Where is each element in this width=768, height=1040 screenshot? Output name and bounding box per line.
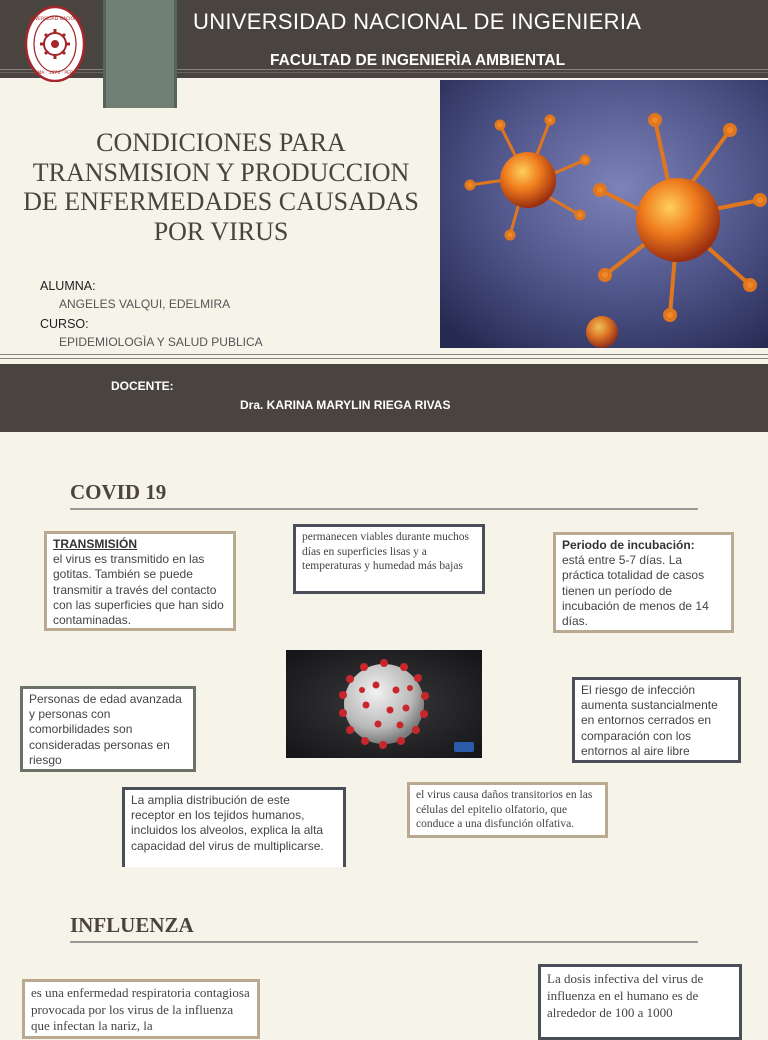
section-divider — [0, 358, 768, 359]
title-line: CONDICIONES PARA — [96, 128, 346, 157]
transmission-card — [44, 531, 236, 631]
title-line: DE ENFERMEDADES CAUSADAS — [23, 187, 419, 216]
course-label: CURSO: — [40, 317, 89, 331]
virus-illustration-image — [440, 80, 768, 348]
closed-spaces-card — [572, 677, 741, 763]
influenza-dose-text: La dosis infectiva del virus de influenza en el humano es de alrededor de 100 a 1000 — [547, 971, 704, 1020]
decorative-ribbon — [103, 0, 177, 108]
title-line: POR VIRUS — [153, 216, 289, 246]
risk-groups-card — [20, 686, 196, 772]
influenza-heading-rule — [70, 941, 698, 943]
seal-motto: LIMA · 1876 · PERÚ — [33, 71, 77, 76]
incubation-card — [553, 532, 734, 633]
section-divider — [0, 354, 768, 355]
transmission-title: TRANSMISIÓN — [53, 537, 137, 551]
covid-heading: COVID 19 — [70, 480, 167, 504]
surfaces-card — [293, 524, 485, 594]
olfactory-text: el virus causa daños transitorios en las células del epitelio olfatorio, que conduce a una disfunción olfativa. — [416, 789, 593, 830]
olfactory-card — [407, 782, 608, 838]
covid-heading-rule — [70, 508, 698, 510]
surfaces-text: permanecen viables durante muchos días en superficies lisas y a temperaturas y humedad más bajas — [302, 531, 470, 572]
faculty-name: FACULTAD DE INGENIERÌA AMBIENTAL — [270, 52, 566, 69]
incubation-title: Periodo de incubación: — [562, 538, 695, 552]
student-label: ALUMNA: — [40, 279, 96, 293]
incubation-text: está entre 5-7 días. La práctica totalidad de casos tienen un período de incubación de menos de 14 días. — [562, 553, 709, 629]
transmission-text: el virus es transmitido en las gotitas. También se puede transmitir a través del contacto con las superficies que han sido contaminadas. — [53, 552, 224, 628]
university-name: UNIVERSIDAD NACIONAL DE INGENIERIA — [193, 9, 642, 34]
receptor-text: La amplia distribución de este receptor en los tejidos humanos, incluidos los alveolos, explica la alta capacidad del virus de multiplicarse. — [131, 793, 324, 853]
university-seal-logo — [24, 3, 86, 82]
seal-text: UNIVERSIDAD NACIONAL — [27, 17, 83, 22]
influenza-heading: INFLUENZA — [70, 913, 194, 937]
influenza-disease-card — [22, 979, 260, 1039]
student-name: ANGELES VALQUI, EDELMIRA — [59, 297, 231, 311]
instructor-label: DOCENTE: — [111, 379, 174, 393]
risk-groups-text: Personas de edad avanzada y personas con comorbilidades son consideradas personas en riesgo — [29, 692, 182, 767]
instructor-name: Dra. KARINA MARYLIN RIEGA RIVAS — [240, 398, 451, 412]
title-line: TRANSMISION Y PRODUCCION — [32, 157, 410, 187]
influenza-disease-text: es una enfermedad respiratoria contagiosa provocada por los virus de la influenza que infectan la nariz, la — [31, 985, 250, 1033]
coronavirus-image — [286, 650, 482, 758]
document-title — [14, 128, 428, 246]
closed-spaces-text: El riesgo de infección aumenta sustancialmente en entornos cerrados en comparación con los entornos al aire libre — [581, 683, 718, 758]
course-name: EPIDEMIOLOGÌA Y SALUD PUBLICA — [59, 335, 263, 349]
influenza-dose-card — [538, 964, 742, 1040]
receptor-card — [122, 787, 346, 867]
